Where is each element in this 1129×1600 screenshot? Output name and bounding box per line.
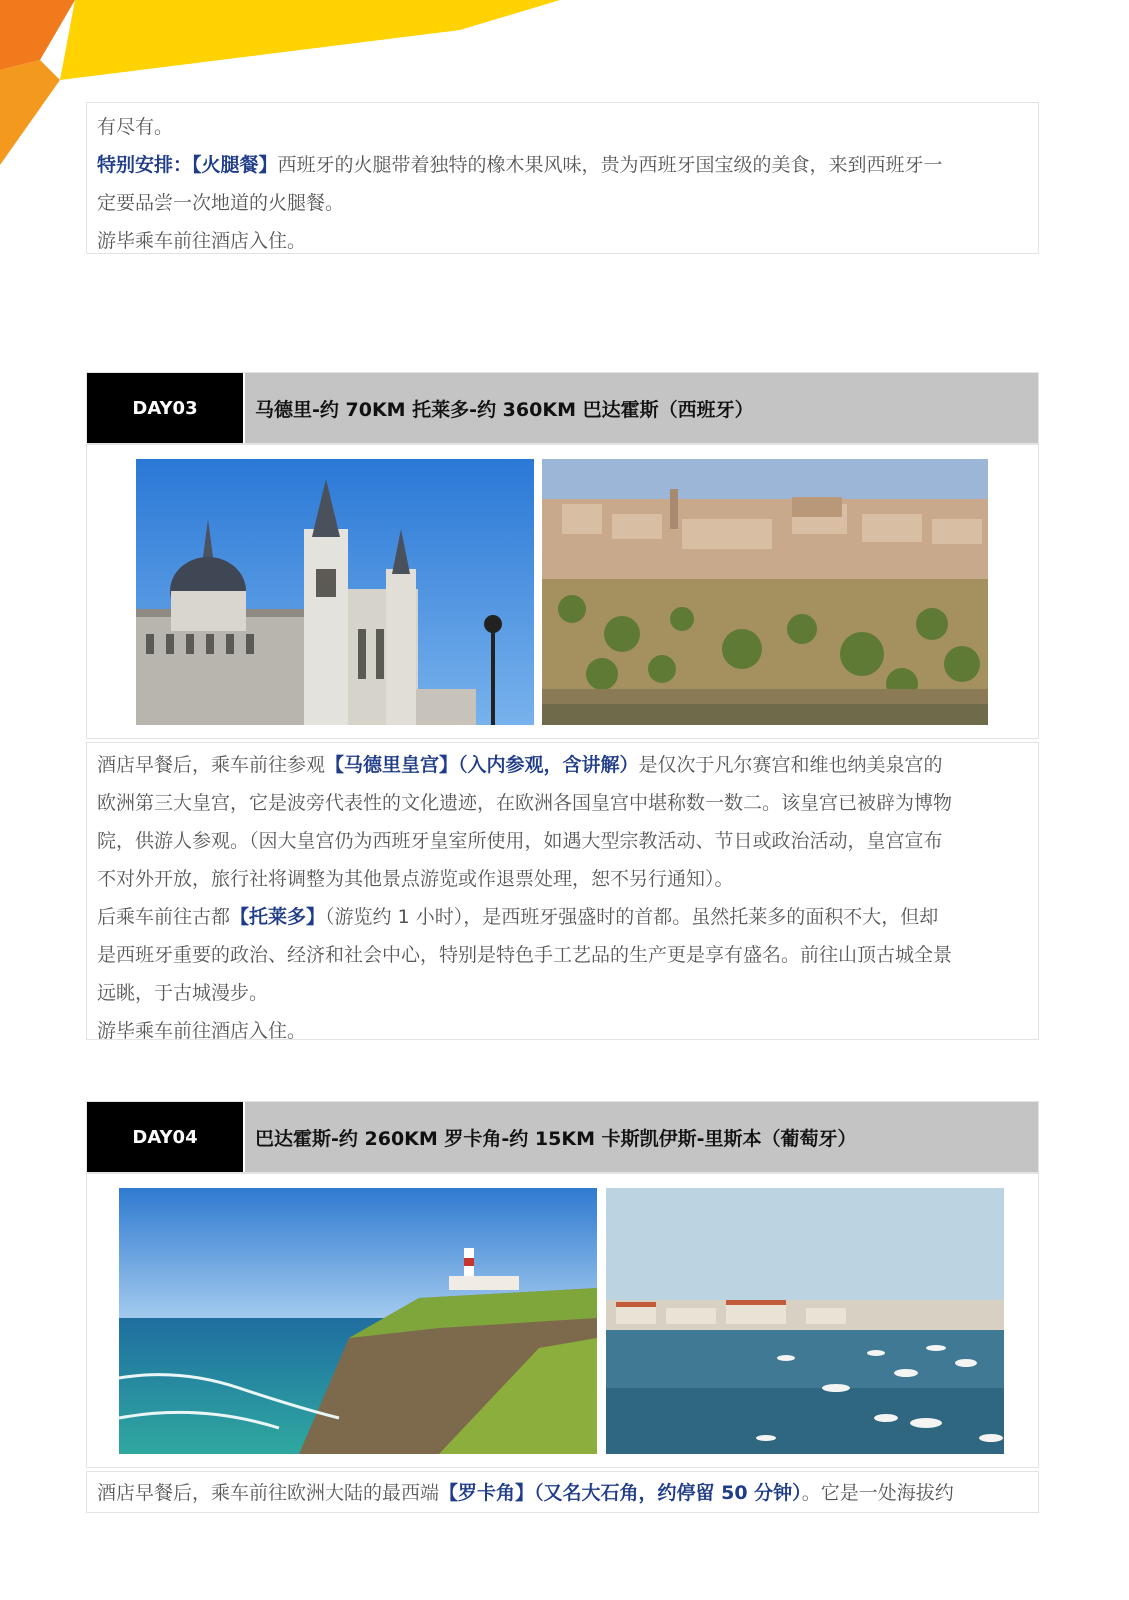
body-text: 游毕乘车前往酒店入住。 <box>97 1020 307 1042</box>
text-line <box>97 222 1028 260</box>
text-line <box>97 1474 1028 1512</box>
day04-header <box>86 1101 1039 1173</box>
day04-tag: DAY04 <box>87 1102 243 1172</box>
text-line <box>97 860 1028 898</box>
body-text: 西班牙的火腿带着独特的橡木果风味，贵为西班牙国宝级的美食，来到西班牙一 <box>277 154 943 176</box>
body-text: 是西班牙重要的政治、经济和社会中心，特别是特色手工艺品的生产更是享有盛名。前往山顶古城全景 <box>97 944 953 966</box>
day03-text-box <box>86 742 1039 1040</box>
day04-title: 巴达霍斯-约 260KM 罗卡角-约 15KM 卡斯凯伊斯-里斯本（葡萄牙） <box>245 1102 1038 1172</box>
body-text: 院，供游人参观。（因大皇宫仍为西班牙皇室所使用，如遇大型宗教活动、节日或政治活动，皇宫宣布 <box>97 830 943 852</box>
body-text: 欧洲第三大皇宫，它是波旁代表性的文化遗迹，在欧洲各国皇宫中堪称数一数二。该皇宫已被辟为博物 <box>97 792 953 814</box>
body-text: 游毕乘车前往酒店入住。 <box>97 230 307 252</box>
body-text: 是仅次于凡尔赛宫和维也纳美泉宫的 <box>638 754 943 776</box>
text-line <box>97 146 1028 184</box>
day03-header <box>86 372 1039 444</box>
body-text: 酒店早餐后，乘车前往欧洲大陆的最西端 <box>97 1482 440 1504</box>
day03-tag: DAY03 <box>87 373 243 443</box>
day04-paragraph <box>87 1474 1038 1512</box>
body-text: 酒店早餐后，乘车前往参观 <box>97 754 326 776</box>
body-text: 定要品尝一次地道的火腿餐。 <box>97 192 345 214</box>
text-line <box>97 108 1028 146</box>
cabo-da-roca-photo <box>119 1188 597 1454</box>
toledo-city-photo <box>542 459 988 725</box>
day03-title: 马德里-约 70KM 托莱多-约 360KM 巴达霍斯（西班牙） <box>245 373 1038 443</box>
highlight-text: 特别安排：【火腿餐】 <box>97 154 278 176</box>
body-text: （游览约 1 小时），是西班牙强盛时的首都。虽然托莱多的面积不大，但却 <box>325 906 939 928</box>
text-line <box>97 784 1028 822</box>
text-line <box>97 936 1028 974</box>
text-line <box>97 1012 1028 1050</box>
cascais-harbor-photo <box>606 1188 1004 1454</box>
day04-photo-box <box>86 1173 1039 1468</box>
intro-paragraph <box>87 108 1038 260</box>
intro-text-box <box>86 102 1039 254</box>
text-line <box>97 974 1028 1012</box>
day03-paragraph <box>87 746 1038 1050</box>
body-text: 不对外开放，旅行社将调整为其他景点游览或作退票处理，恕不另行通知）。 <box>97 868 734 890</box>
day04-text-box <box>86 1471 1039 1513</box>
highlight-text: 【马德里皇宫】（入内参观，含讲解） <box>325 754 639 776</box>
madrid-cathedral-photo <box>136 459 534 725</box>
highlight-text: 【托莱多】 <box>230 906 326 928</box>
text-line <box>97 746 1028 784</box>
body-text: 有尽有。 <box>97 116 174 138</box>
text-line <box>97 822 1028 860</box>
text-line <box>97 898 1028 936</box>
body-text: 远眺，于古城漫步。 <box>97 982 269 1004</box>
day03-photo-box <box>86 444 1039 739</box>
text-line <box>97 184 1028 222</box>
body-text: 后乘车前往古都 <box>97 906 231 928</box>
highlight-text: 【罗卡角】（又名大石角，约停留 50 分钟） <box>439 1482 802 1504</box>
body-text: 。它是一处海拔约 <box>801 1482 954 1504</box>
